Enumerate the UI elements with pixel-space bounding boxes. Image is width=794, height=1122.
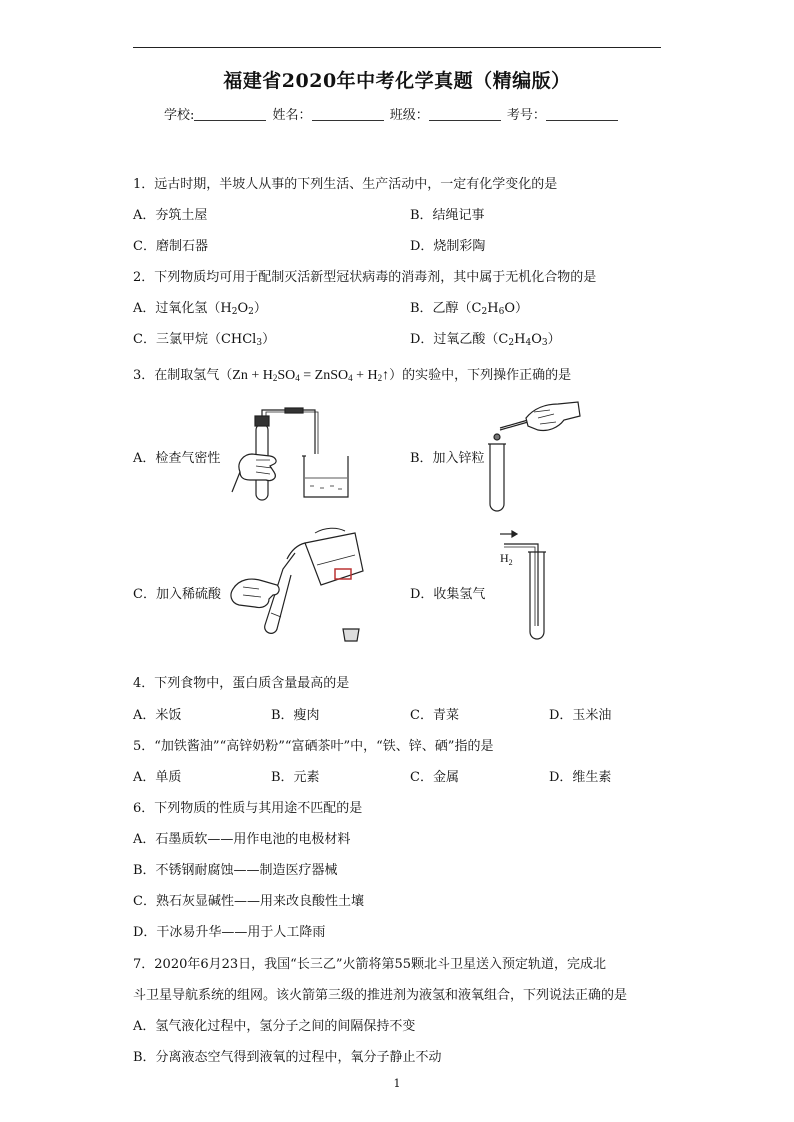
q6-option-a: A．石墨质软——用作电池的电极材料 [133,832,351,847]
q6-stem: 6．下列物质的性质与其用途不匹配的是 [133,801,363,816]
q2-option-c: C．三氯甲烷（CHCl$_3$） [133,332,276,348]
q2-stem: 2．下列物质均可用于配制灭活新型冠状病毒的消毒剂，其中属于无机化合物的是 [133,270,597,285]
class-blank[interactable] [429,108,501,121]
page-number: 1 [393,1077,401,1090]
q2-option-d: D．过氧乙酸$(C_2H_4O_3)$ [410,332,561,348]
zinc-acid-equation: $Zn + H_2SO_4$ = ZnSO$_4$ + $H_2↑$ [232,368,390,383]
exam-number-label: 考号： [506,108,546,123]
class-label: 班级： [389,108,429,123]
q5-option-a: A．单质 [133,770,182,785]
q4-option-a: A．米饭 [133,708,182,723]
q2-option-b: B．乙醇$(C_2H_6O)$ [410,301,528,317]
q6-option-b: B．不锈钢耐腐蚀——制造医疗器械 [133,863,338,878]
collect-hydrogen-figure [490,526,570,646]
q1-option-a: A．夯筑土屋 [133,208,208,223]
q3-stem: 3．在制取氢气（$Zn + H_2SO_4$ = ZnSO$_4$ + $H_2↑$）的实验中，下列操作正确的是 [133,368,572,383]
q7-option-a: A．氢气液化过程中，氢分子之间的间隔保持不变 [133,1019,416,1034]
page-title: 福建省2020年中考化学真题（精编版） [223,70,571,92]
q7-option-b: B．分离液态空气得到液氧的过程中，氧分子静止不动 [133,1050,442,1065]
q5-stem: 5．“加铁酱油”“高锌奶粉”“富硒茶叶”中，“铁、锌、硒”指的是 [133,739,494,754]
exam-number-blank[interactable] [546,108,618,121]
q4-option-b: B．瘦肉 [271,708,320,723]
q1-option-c: C．磨制石器 [133,239,208,254]
add-sulfuric-acid-figure [225,525,370,655]
q3-option-b: B．加入锌粒 [410,451,485,466]
q4-option-c: C．青菜 [410,708,459,723]
name-label: 姓名： [272,108,312,123]
q3-option-c: C．加入稀硫酸 [133,587,221,602]
school-blank[interactable] [194,108,266,121]
q2-option-a: A．过氧化氢$(H_2O_2)$ [133,301,267,317]
airtightness-check-figure [230,402,360,502]
q6-option-d: D．干冰易升华——用于人工降雨 [133,925,326,940]
q4-option-d: D．玉米油 [549,708,612,723]
h2-label: $H_2$ [500,551,513,567]
q4-stem: 4．下列食物中，蛋白质含量最高的是 [133,676,350,691]
top-rule [133,47,661,48]
q5-option-d: D．维生素 [549,770,612,785]
q5-option-b: B．元素 [271,770,320,785]
q1-option-d: D．烧制彩陶 [410,239,486,254]
name-blank[interactable] [312,108,384,121]
q3-option-a: A．检查气密性 [133,451,221,466]
q1-stem: 1．远古时期，半坡人从事的下列生活、生产活动中，一定有化学变化的是 [133,177,558,192]
q1-option-b: B．结绳记事 [410,208,485,223]
add-zinc-figure [480,392,590,517]
q5-option-c: C．金属 [410,770,459,785]
q7-stem-line2: 斗卫星导航系统的组网。该火箭第三级的推进剂为液氢和液氧组合，下列说法正确的是 [133,988,628,1003]
student-info-line [164,104,620,123]
school-label: 学校: [164,108,195,123]
q3-option-d: D．收集氢气 [410,587,486,602]
q7-stem-line1: 7．2020年6月23日，我国“长三乙”火箭将第55颗北斗卫星送入预定轨道，完成北 [133,957,607,972]
q6-option-c: C．熟石灰显碱性——用来改良酸性土壤 [133,894,364,909]
